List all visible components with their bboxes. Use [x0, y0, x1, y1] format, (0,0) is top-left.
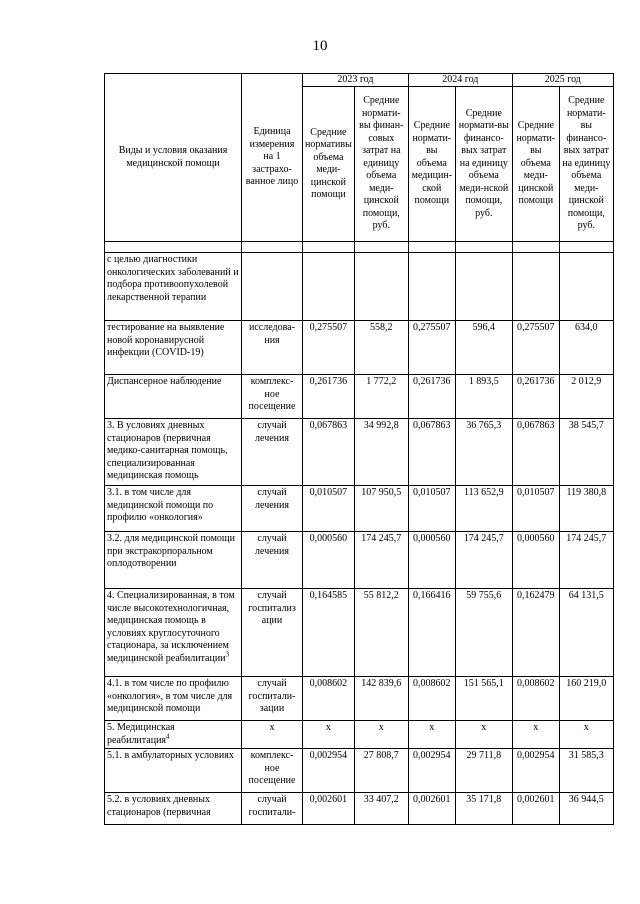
cell-c2025: 119 380,8	[559, 486, 613, 532]
row-unit: случай госпитали-	[242, 793, 303, 825]
cell-v2023: 0,002601	[303, 793, 355, 825]
cell-v2023: 0,275507	[303, 321, 355, 375]
row-name	[105, 721, 242, 749]
row-name	[105, 419, 242, 486]
cell-c2025: х	[559, 721, 613, 749]
row-name	[105, 486, 242, 532]
cell-c2025: 634,0	[559, 321, 613, 375]
cell-v2023: 0,008602	[303, 677, 355, 721]
header-volume-2023: Средние нормативы объема меди-цинской помощи	[303, 87, 355, 242]
cell-v2025: 0,000560	[512, 532, 559, 589]
cell-v2025: 0,275507	[512, 321, 559, 375]
row-unit: случай лечения	[242, 419, 303, 486]
row-name	[105, 532, 242, 589]
cell-c2024	[455, 242, 512, 253]
cell-c2024: 151 565,1	[455, 677, 512, 721]
footnote-mark: 3	[225, 650, 230, 659]
cell-c2023: 1 772,2	[354, 375, 408, 419]
cell-v2023: 0,067863	[303, 419, 355, 486]
cell-c2023: 174 245,7	[354, 532, 408, 589]
cell-c2024	[455, 253, 512, 321]
table-row	[105, 321, 614, 375]
cell-c2024: х	[455, 721, 512, 749]
cell-c2023: х	[354, 721, 408, 749]
cell-c2024: 596,4	[455, 321, 512, 375]
row-name	[105, 253, 242, 321]
row-name-text: 3. В условиях дневных стационаров (первичная медико-санитарная помощь, специализированная медицинская помощь	[107, 420, 228, 481]
cell-c2025	[559, 253, 613, 321]
cell-v2025: 0,162479	[512, 589, 559, 677]
cell-v2025: 0,067863	[512, 419, 559, 486]
row-name	[105, 677, 242, 721]
cell-v2024: 0,010507	[408, 486, 455, 532]
row-unit	[242, 253, 303, 321]
table-row	[105, 793, 614, 825]
cell-v2025: 0,008602	[512, 677, 559, 721]
row-unit: случай госпитали-зации	[242, 677, 303, 721]
row-unit: х	[242, 721, 303, 749]
footnote-mark: 4	[166, 732, 170, 741]
cell-v2025	[512, 242, 559, 253]
cell-c2023: 107 950,5	[354, 486, 408, 532]
cell-v2024	[408, 242, 455, 253]
cell-c2023: 55 812,2	[354, 589, 408, 677]
row-name	[105, 589, 242, 677]
cell-c2023: 34 992,8	[354, 419, 408, 486]
row-name	[105, 321, 242, 375]
cell-v2024: 0,002601	[408, 793, 455, 825]
table-row	[105, 253, 614, 321]
row-unit: случай лечения	[242, 532, 303, 589]
header-kind: Виды и условия оказания медицинской помощи	[105, 74, 242, 242]
cell-c2024: 174 245,7	[455, 532, 512, 589]
cell-c2024: 59 755,6	[455, 589, 512, 677]
row-name-text: с целью диагностики онкологических заболеваний и подбора противоопухолевой лекарственной терапии	[107, 254, 239, 303]
row-name	[105, 749, 242, 793]
row-name	[105, 793, 242, 825]
cell-c2024: 29 711,8	[455, 749, 512, 793]
cell-v2024: 0,002954	[408, 749, 455, 793]
row-name-text: 5. Медицинская реабилитация	[107, 722, 175, 746]
header-unit: Единица измерения на 1 застрахо-ванное лицо	[242, 74, 303, 242]
cell-v2025	[512, 253, 559, 321]
row-unit: исследова-ния	[242, 321, 303, 375]
cell-c2024: 1 893,5	[455, 375, 512, 419]
table-row	[105, 749, 614, 793]
row-name-text: 5.1. в амбулаторных условиях	[107, 750, 234, 761]
cell-c2023: 142 839,6	[354, 677, 408, 721]
cell-c2025: 38 545,7	[559, 419, 613, 486]
cell-c2023	[354, 253, 408, 321]
cell-v2024: 0,261736	[408, 375, 455, 419]
row-unit: случай лечения	[242, 486, 303, 532]
cell-v2023: 0,261736	[303, 375, 355, 419]
header-cost-2023: Средние нормати-вы финан-совых затрат на единицу объема меди-цинской помощи, руб.	[354, 87, 408, 242]
header-volume-2024: Средние нормати-вы объема медицин-ской помощи	[408, 87, 455, 242]
row-name-text: 5.2. в условиях дневных стационаров (первичная	[107, 794, 211, 818]
cell-v2025: 0,261736	[512, 375, 559, 419]
row-name-text: тестирование на выявление новой коронавирусной инфекции (COVID-19)	[107, 322, 225, 358]
cell-v2024: 0,166416	[408, 589, 455, 677]
cell-v2025: 0,010507	[512, 486, 559, 532]
header-year-2024: 2024 год	[408, 74, 512, 87]
row-unit: случай госпитализ ации	[242, 589, 303, 677]
cell-v2024: х	[408, 721, 455, 749]
table-row	[105, 721, 614, 749]
row-unit: комплекс-ное посещение	[242, 749, 303, 793]
table-row	[105, 486, 614, 532]
cell-v2024	[408, 253, 455, 321]
cell-c2025: 2 012,9	[559, 375, 613, 419]
row-unit: комплекс-ное посещение	[242, 375, 303, 419]
cell-v2025: 0,002601	[512, 793, 559, 825]
header-year-2025: 2025 год	[512, 74, 613, 87]
cell-c2024: 35 171,8	[455, 793, 512, 825]
cell-v2023: 0,000560	[303, 532, 355, 589]
cell-v2025: х	[512, 721, 559, 749]
cell-c2023: 27 808,7	[354, 749, 408, 793]
cell-v2024: 0,275507	[408, 321, 455, 375]
cell-c2025: 31 585,3	[559, 749, 613, 793]
page-number: 10	[312, 38, 328, 54]
cell-c2025: 174 245,7	[559, 532, 613, 589]
cell-v2023: 0,002954	[303, 749, 355, 793]
cell-c2024: 113 652,9	[455, 486, 512, 532]
cell-v2023: 0,010507	[303, 486, 355, 532]
row-name-text: 4. Специализированная, в том числе высокотехнологичная, медицинская помощь в условиях круглосуточного стационара, за исключением медицинской реабилитации	[107, 590, 235, 664]
cell-v2023: х	[303, 721, 355, 749]
table-row	[105, 242, 614, 253]
row-name	[105, 242, 242, 253]
table-row	[105, 419, 614, 486]
cell-v2023: 0,164585	[303, 589, 355, 677]
cell-v2024: 0,000560	[408, 532, 455, 589]
table-row	[105, 375, 614, 419]
row-name	[105, 375, 242, 419]
row-unit	[242, 242, 303, 253]
cell-c2024: 36 765,3	[455, 419, 512, 486]
row-name-text: 3.1. в том числе для медицинской помощи по профилю «онкология»	[107, 487, 214, 523]
header-volume-2025: Средние нормати-вы объема меди-цинской помощи	[512, 87, 559, 242]
normatives-table	[104, 73, 614, 825]
cell-v2025: 0,002954	[512, 749, 559, 793]
cell-v2023	[303, 242, 355, 253]
cell-c2025: 160 219,0	[559, 677, 613, 721]
table-row	[105, 589, 614, 677]
cell-c2023: 33 407,2	[354, 793, 408, 825]
cell-c2025	[559, 242, 613, 253]
cell-v2023	[303, 253, 355, 321]
header-cost-2025: Средние нормати-вы финансо-вых затрат на единицу объема меди-цинской помощи, руб.	[559, 87, 613, 242]
row-name-text: 3.2. для медицинской помощи при экстракорпоральном оплодотворении	[107, 533, 235, 569]
table-row	[105, 677, 614, 721]
header-cost-2024: Средние нормати-вы финансо-вых затрат на единицу объема меди-нской помощи, руб.	[455, 87, 512, 242]
cell-c2025: 36 944,5	[559, 793, 613, 825]
cell-c2025: 64 131,5	[559, 589, 613, 677]
row-name-text: Диспансерное наблюдение	[107, 376, 222, 387]
cell-v2024: 0,008602	[408, 677, 455, 721]
header-year-2023: 2023 год	[303, 74, 409, 87]
cell-c2023: 558,2	[354, 321, 408, 375]
cell-v2024: 0,067863	[408, 419, 455, 486]
table-row	[105, 532, 614, 589]
row-name-text: 4.1. в том числе по профилю «онкология», в том числе для медицинской помощи	[107, 678, 233, 714]
cell-c2023	[354, 242, 408, 253]
